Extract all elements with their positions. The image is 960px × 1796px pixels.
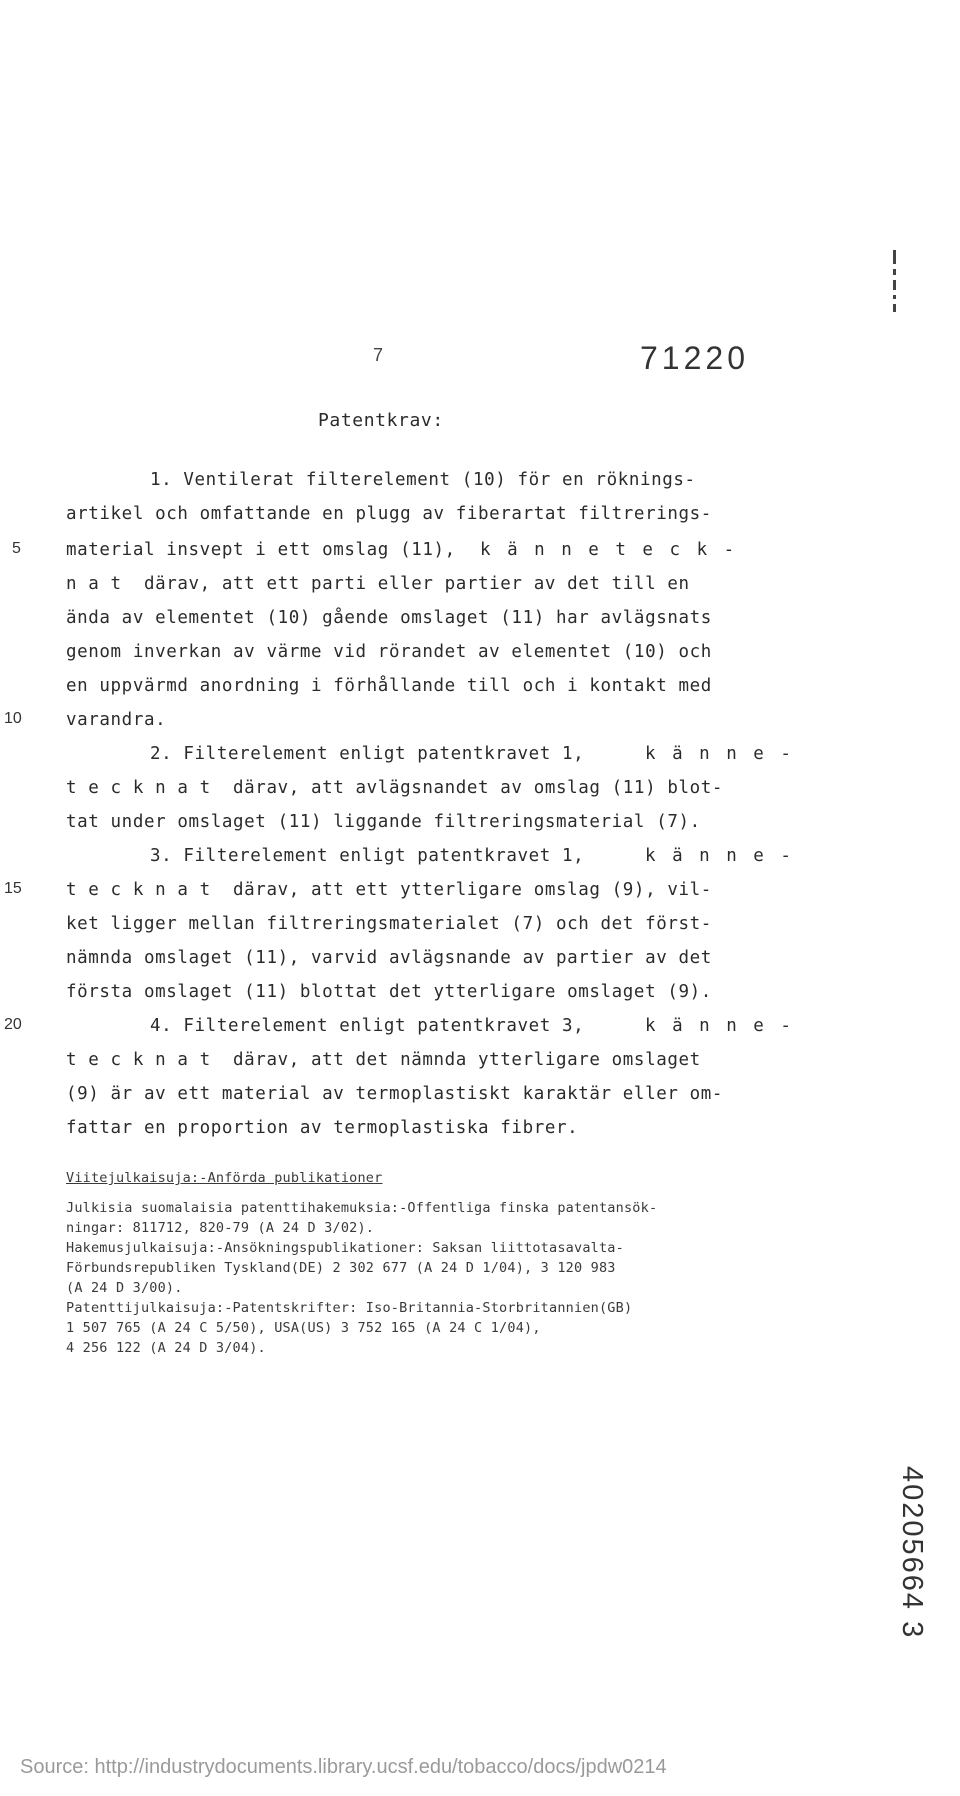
claim-line: artikel och omfattande en plugg av fiberartat filtrerings- [66,504,712,524]
claim-line: t e c k n a t därav, att avlägsnandet av omslag (11) blot- [66,778,724,798]
source-footer: Source: http://industrydocuments.library.ucsf.edu/tobacco/docs/jpdw0214 [20,1756,667,1778]
publication-line: Patenttijulkaisuja:-Patentskrifter: Iso-Britannia-Storbritannien(GB) [66,1300,633,1316]
claim-line: material insvept i ett omslag (11), [66,540,456,560]
claim-line: genom inverkan av värme vid rörandet av elementet (10) och [66,642,712,662]
claim-line: t e c k n a t därav, att det nämnda ytterligare omslaget [66,1050,701,1070]
publications-heading: Viitejulkaisuja:-Anförda publikationer [66,1170,383,1186]
publication-line: Hakemusjulkaisuja:-Ansökningspublikationer: Saksan liittotasavalta- [66,1240,624,1256]
publication-line: 1 507 765 (A 24 C 5/50), USA(US) 3 752 165 (A 24 C 1/04), [66,1320,541,1336]
spaced-keyword: k ä n n e - [645,1016,794,1036]
claim-line: tat under omslaget (11) liggande filtreringsmaterial (7). [66,812,701,832]
spaced-keyword: k ä n n e t e c k - [480,540,738,560]
claim-line: ket ligger mellan filtreringsmaterialet (7) och det först- [66,914,712,934]
claim-line: fattar en proportion av termoplastiska fibrer. [66,1118,579,1138]
section-title: Patentkrav: [318,410,444,431]
claim-line: första omslaget (11) blottat det ytterligare omslaget (9). [66,982,712,1002]
publication-line: Julkisia suomalaisia patenttihakemuksia:-Offentliga finska patentansök- [66,1200,658,1216]
claim-line: 1. Ventilerat filterelement (10) för en röknings- [150,470,696,490]
margin-line-number: 20 [4,1016,22,1033]
margin-line-number: 15 [4,880,22,897]
claim-line: 3. Filterelement enligt patentkravet 1, [150,846,585,866]
page-number: 7 [373,345,384,365]
publication-line: Förbundsrepubliken Tyskland(DE) 2 302 677 (A 24 D 1/04), 3 120 983 [66,1260,616,1276]
claim-line: ända av elementet (10) gående omslaget (11) har avlägsnats [66,608,712,628]
claim-line: t e c k n a t därav, att ett ytterligare omslag (9), vil- [66,880,712,900]
scan-edge-marks [893,250,897,330]
claim-line: 4. Filterelement enligt patentkravet 3, [150,1016,585,1036]
spaced-keyword: k ä n n e - [645,744,794,764]
publication-line: ningar: 811712, 820-79 (A 24 D 3/02). [66,1220,375,1236]
margin-line-number: 10 [4,710,22,727]
claim-line: en uppvärmd anordning i förhållande till och i kontakt med [66,676,712,696]
margin-line-number: 5 [12,540,21,557]
document-number: 71220 [640,340,749,376]
bates-number: 40205664 3 [896,1466,928,1640]
claim-line: (9) är av ett material av termoplastiskt karaktär eller om- [66,1084,724,1104]
claim-line: n a t därav, att ett parti eller partier av det till en [66,574,690,594]
spaced-keyword: k ä n n e - [645,846,794,866]
claim-line: nämnda omslaget (11), varvid avlägsnande av partier av det [66,948,712,968]
claim-line: varandra. [66,710,167,730]
claim-line: 2. Filterelement enligt patentkravet 1, [150,744,585,764]
publication-line: (A 24 D 3/00). [66,1280,183,1296]
publication-line: 4 256 122 (A 24 D 3/04). [66,1340,266,1356]
